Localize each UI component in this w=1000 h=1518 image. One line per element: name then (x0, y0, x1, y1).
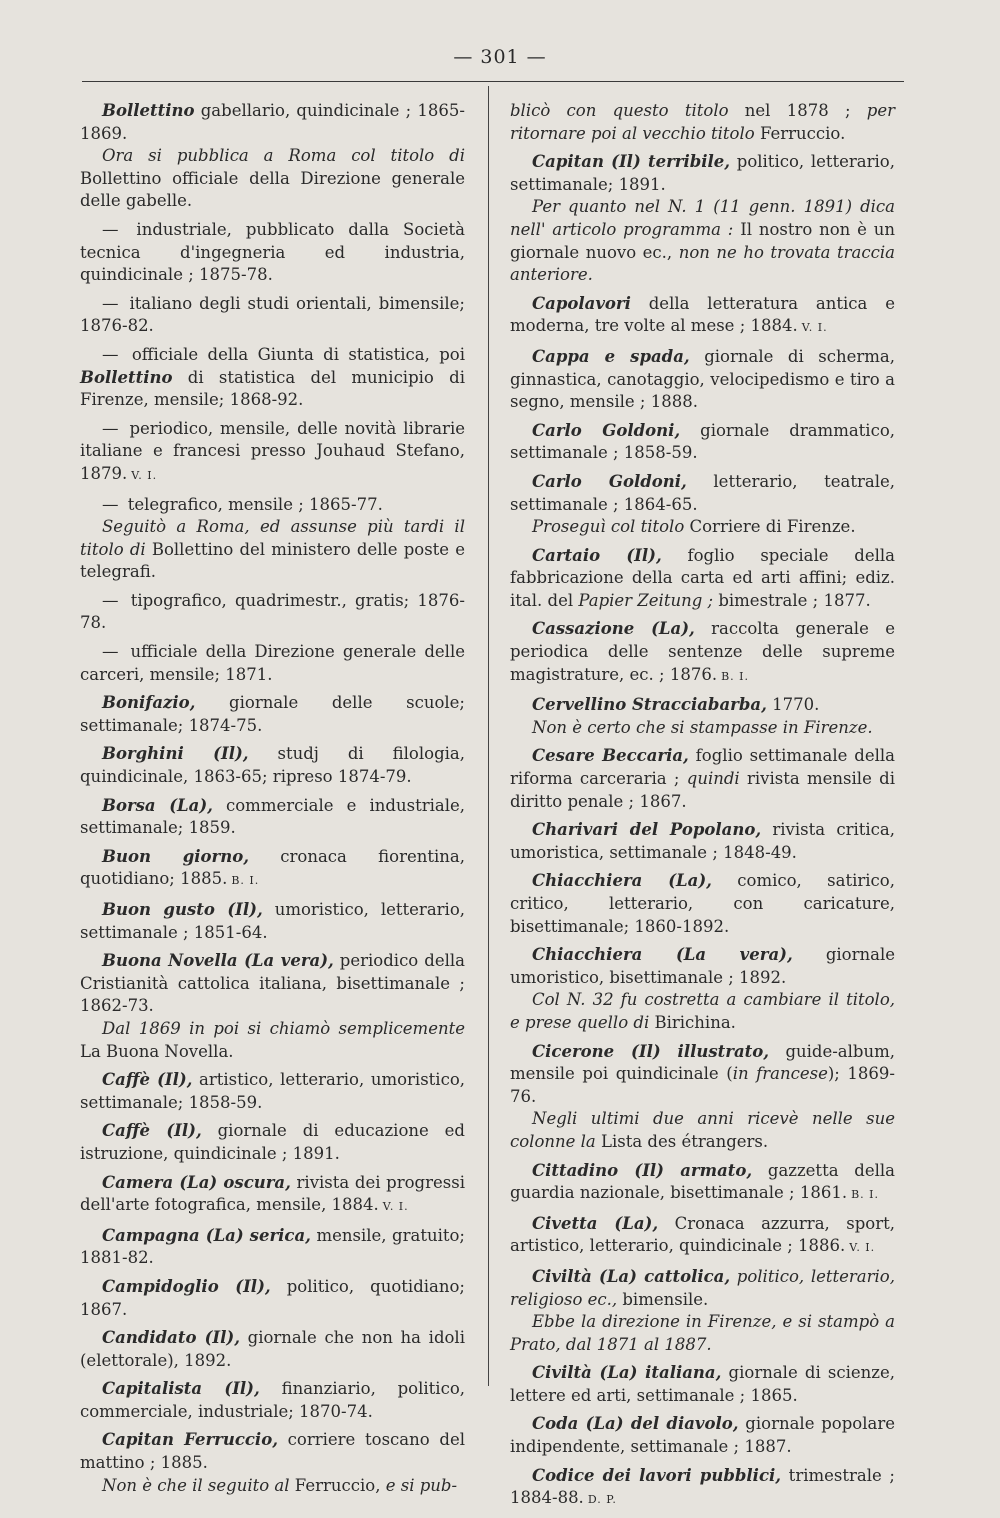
entry (80, 100, 465, 213)
note-italic: Per quanto nel N. 1 (11 genn. 1891) dica nell' articolo programma : (510, 197, 895, 239)
entry (80, 692, 465, 737)
entry (80, 219, 465, 287)
column-divider (488, 86, 489, 1386)
entry-text: letterario, teatrale, settimanale ; 1864-65. (510, 471, 896, 514)
entry-note (510, 1311, 895, 1356)
entry-text: periodico, mensile, delle novità librarie italiane e francesi presso Jouhaud Stefano, 1879. (80, 418, 465, 483)
note-italic: Ebbe la direzione in Firenze, e si stampò a Prato, dal 1871 al 1887. (510, 1312, 895, 1354)
entry-text: cronaca fiorentina, quotidiano; 1885. (80, 846, 465, 889)
entry-headword: Cartaio (Il), (532, 545, 662, 565)
note-roman: Il nostro non è un giornale nuovo ec., (510, 219, 895, 262)
entry-headword: Civiltà (La) cattolica, (532, 1266, 731, 1286)
entry-italic: politico, letterario, religioso ec., (510, 1266, 895, 1309)
entry-headword: Capolavori (532, 293, 631, 313)
note-roman: nel 1878 ; (728, 101, 867, 120)
entry-text: gabellario, quindicinale ; 1865-1869. (80, 101, 465, 143)
entry-note (510, 196, 895, 286)
entry-headword: Caffè (Il), (102, 1121, 202, 1141)
entry-italic: quindi (686, 769, 740, 789)
entry-headword: Campagna (La) serica, (102, 1225, 311, 1245)
entry-dash: — (102, 642, 119, 662)
note-italic: blicò con questo titolo (510, 101, 729, 120)
entry-siglum: B. I. (851, 1188, 880, 1202)
entry (510, 1413, 895, 1458)
entry-dash: — (102, 494, 119, 514)
entry-text: della letteratura antica e moderna, tre volte al mese ; 1884. (510, 293, 895, 336)
entry (80, 1172, 465, 1219)
entry-headword: Cassazione (La), (532, 619, 695, 639)
entry-note (510, 101, 895, 143)
entry (80, 344, 465, 412)
entry-text: giornale di scienze, lettere ed arti, settimanale ; 1865. (510, 1363, 895, 1405)
entry (510, 819, 895, 864)
entry-text: politico, quotidiano; 1867. (80, 1276, 465, 1319)
entry (80, 950, 465, 1063)
entry-italic: in francese (732, 1064, 828, 1084)
note-roman: Ferruccio. (754, 123, 846, 143)
entry-siglum: V. I. (382, 1200, 409, 1214)
note-italic: per ritornare poi al vecchio titolo (510, 101, 895, 143)
entry-text: ); 1869-76. (510, 1064, 895, 1106)
entry (510, 346, 895, 414)
entry-text: umoristico, letterario, settimanale ; 1851-64. (80, 900, 465, 942)
entry-headword: Carlo Goldoni, (532, 471, 687, 491)
entry-siglum: V. I. (131, 468, 158, 482)
entry-headword: Borghini (Il), (102, 744, 249, 764)
entry-note (80, 1018, 465, 1063)
entry-headword: Civiltà (La) italiana, (532, 1363, 722, 1383)
note-roman: La Buona Novella. (80, 1041, 234, 1061)
entry (80, 641, 465, 686)
note-roman: Corriere di Firenze. (684, 517, 856, 537)
entry (510, 293, 895, 340)
entry (510, 1213, 895, 1260)
entry (510, 545, 895, 613)
entry-headword: Buona Novella (La vera), (102, 951, 334, 971)
note-italic: Ora si pubblica a Roma col titolo di (102, 146, 465, 166)
note-roman: Birichina. (649, 1012, 736, 1032)
note-roman: Ferruccio, (289, 1475, 381, 1495)
entry-text: giornale che non ha idoli (elettorale), 1892. (80, 1328, 465, 1370)
note-italic: Non è che il seguito al (102, 1475, 290, 1495)
entry-text: comico, satirico, critico, letterario, con caricature, bisettimanale; 1860-1892. (510, 871, 895, 936)
entry-headword: Buon gusto (Il), (102, 900, 263, 919)
entry-headword: Camera (La) oscura, (102, 1172, 291, 1192)
note-italic: Dal 1869 in poi si chiamò semplicemente (102, 1018, 465, 1038)
entry-text: periodico della Cristianità cattolica italiana, bisettimanale ; 1862-73. (80, 951, 465, 1016)
entry-siglum: B. I. (721, 669, 750, 683)
entry (80, 846, 465, 893)
entry-note (80, 145, 465, 213)
entry-headword: Cesare Beccaria, (532, 746, 689, 766)
entry-siglum: V. I. (849, 1241, 876, 1255)
entry-note (80, 1475, 465, 1498)
entry (510, 745, 895, 813)
entry-headword: Capitalista (Il), (102, 1379, 260, 1399)
entry (510, 618, 895, 688)
entry-headword: Chiacchiera (La), (532, 871, 712, 891)
entry (510, 870, 895, 938)
entry-text: giornale umoristico, bisettimanale ; 1892. (510, 945, 895, 987)
entry-text: raccolta generale e periodica delle sentenze delle supreme magistrature, ec. ; 1876. (510, 619, 895, 684)
entry (80, 1276, 465, 1321)
entry-text: rivista dei progressi dell'arte fotografica, mensile, 1884. (80, 1172, 465, 1215)
entry-headword: Cappa e spada, (532, 346, 690, 366)
entry (510, 151, 895, 287)
entry-text: studj di filologia, quindicinale, 1863-65; ripreso 1874-79. (80, 744, 465, 787)
entry (80, 293, 465, 338)
entry-text: bimensile. (617, 1289, 709, 1309)
entry-headword: Bonifazio, (102, 693, 196, 713)
note-roman: Bollettino officiale della Direzione generale delle gabelle. (80, 168, 465, 211)
entry-text: 1770. (766, 695, 820, 715)
note-italic: e si pub- (380, 1475, 458, 1495)
entry-text: di statistica del municipio di Firenze, mensile; 1868-92. (80, 367, 465, 410)
entry (510, 1041, 895, 1154)
entry (80, 1327, 465, 1372)
entry-dash: — (102, 344, 119, 364)
entry-headword: Borsa (La), (102, 795, 213, 815)
entry-headword: Cervellino Stracciabarba, (532, 695, 767, 715)
note-italic: Proseguì col titolo (532, 517, 685, 537)
note-italic: non ne ho trovata traccia anteriore. (510, 242, 895, 285)
entry-text: finanziario, politico, commerciale, industriale; 1870-74. (80, 1379, 465, 1421)
entry-headword: Carlo Goldoni, (532, 420, 681, 440)
entry-headword: Buon giorno, (102, 846, 249, 866)
entry-text: politico, letterario, settimanale; 1891. (510, 152, 895, 194)
entry (80, 494, 465, 584)
entry-text: telegrafico, mensile ; 1865-77. (122, 494, 383, 514)
entry-siglum: B. I. (231, 874, 260, 888)
entry (80, 1225, 465, 1270)
entry-headword: Cicerone (Il) illustrato, (532, 1041, 770, 1061)
entry (80, 590, 465, 635)
note-italic: Col N. 32 fu costretta a cambiare il titolo, e prese quello di (510, 990, 895, 1032)
entry-headword: Campidoglio (Il), (102, 1276, 271, 1296)
entry-text: foglio speciale della fabbricazione della carta ed arti affini; ediz. ital. del (510, 545, 895, 610)
entry-headword: Caffè (Il), (102, 1070, 193, 1090)
note-italic: Seguitò a Roma, ed assunse più tardi il titolo di (80, 517, 465, 559)
entry-italic: Papier Zeitung ; (578, 590, 714, 610)
entry-text: bimestrale ; 1877. (713, 590, 871, 610)
entry-text: foglio settimanale della riforma carceraria ; (510, 746, 896, 789)
entry (80, 1378, 465, 1423)
entry-text: gazzetta della guardia nazionale, bisettimanale ; 1861. (510, 1160, 895, 1203)
entry-note (510, 717, 895, 740)
entry-dash: — (102, 590, 119, 610)
note-italic: Negli ultimi due anni ricevè nelle sue colonne la (510, 1109, 895, 1151)
entry-headword: Codice dei lavori pubblici, (532, 1465, 782, 1485)
entry-text: giornale popolare indipendente, settimanale ; 1887. (510, 1414, 895, 1457)
entry-text: industriale, pubblicato dalla Società tecnica d'ingegneria ed industria, quindicinale ; 1875-78. (80, 219, 465, 285)
entry-text: giornale drammatico, settimanale ; 1858-59. (510, 420, 895, 463)
entry-text: corriere toscano del mattino ; 1885. (80, 1430, 465, 1473)
entry (80, 418, 465, 488)
entry-headword: Coda (La) del diavolo, (532, 1414, 739, 1434)
entry-text: rivista critica, umoristica, settimanale ; 1848-49. (510, 820, 896, 862)
page-number: — 301 — (453, 46, 547, 68)
entry-text: Cronaca azzurra, sport, artistico, letterario, quindicinale ; 1886. (510, 1213, 895, 1256)
entry-text: tipografico, quadrimestr., gratis; 1876-78. (80, 590, 465, 633)
left-column (80, 100, 465, 1503)
entry-note (80, 516, 465, 584)
entry (510, 1362, 895, 1407)
entry-headword: Candidato (Il), (102, 1328, 240, 1348)
entry-note (510, 1108, 895, 1153)
entry-headword: Cittadino (Il) armato, (532, 1160, 753, 1180)
entry-headword: Bollettino (80, 367, 173, 387)
entry-dash: — (102, 219, 119, 239)
entry-siglum: D. P. (587, 1493, 617, 1507)
entry-dash: — (102, 418, 119, 438)
entry-headword: Capitan (Il) terribile, (532, 152, 731, 172)
entry-dash: — (102, 293, 119, 313)
entry (510, 100, 895, 145)
entry (80, 1120, 465, 1165)
entry (510, 420, 895, 465)
note-italic: Non è certo che si stampasse in Firenze. (532, 717, 873, 737)
entry (80, 1069, 465, 1114)
entry (510, 694, 895, 739)
entry-headword: Bollettino (102, 101, 195, 120)
entry-note (510, 516, 895, 539)
entry-text: giornale delle scuole; settimanale; 1874-75. (80, 693, 465, 735)
entry (510, 1266, 895, 1356)
entry-siglum: V. I. (801, 321, 828, 335)
entry-text: mensile, gratuito; 1881-82. (80, 1225, 465, 1268)
entry-note (510, 989, 895, 1034)
entry (510, 1160, 895, 1207)
entry-headword: Civetta (La), (532, 1213, 659, 1233)
entry-headword: Charivari del Popolano, (532, 820, 762, 840)
entry-text: officiale della Giunta di statistica, poi (122, 344, 465, 364)
entry-text: trimestrale ; 1884-88. (510, 1465, 895, 1508)
note-roman: Bollettino del ministero delle poste e telegrafi. (80, 539, 465, 582)
entry (510, 471, 895, 539)
entry-text: giornale di educazione ed istruzione, quindicinale ; 1891. (80, 1121, 465, 1163)
right-column (510, 100, 895, 1518)
entry (80, 899, 465, 944)
entry-text: guide-album, mensile poi quindicinale ( (510, 1041, 895, 1084)
header-rule (82, 81, 904, 82)
entry-text: rivista mensile di diritto penale ; 1867. (510, 769, 895, 811)
entry (80, 795, 465, 840)
entry-text: artistico, letterario, umoristico, settimanale; 1858-59. (80, 1070, 466, 1112)
note-roman: Lista des étrangers. (595, 1131, 769, 1151)
entry-text: ufficiale della Direzione generale delle carceri, mensile; 1871. (80, 642, 465, 684)
entry (80, 743, 465, 788)
entry (510, 944, 895, 1034)
entry-text: giornale di scherma, ginnastica, canotaggio, velocipedismo e tiro a segno, mensile ; 1888. (510, 346, 895, 412)
entry-text: italiano degli studi orientali, bimensile; 1876-82. (80, 293, 465, 336)
entry-headword: Chiacchiera (La vera), (532, 945, 793, 965)
entry-headword: Capitan Ferruccio, (102, 1430, 278, 1450)
entry-text: commerciale e industriale, settimanale; 1859. (80, 795, 465, 838)
entry (80, 1429, 465, 1497)
